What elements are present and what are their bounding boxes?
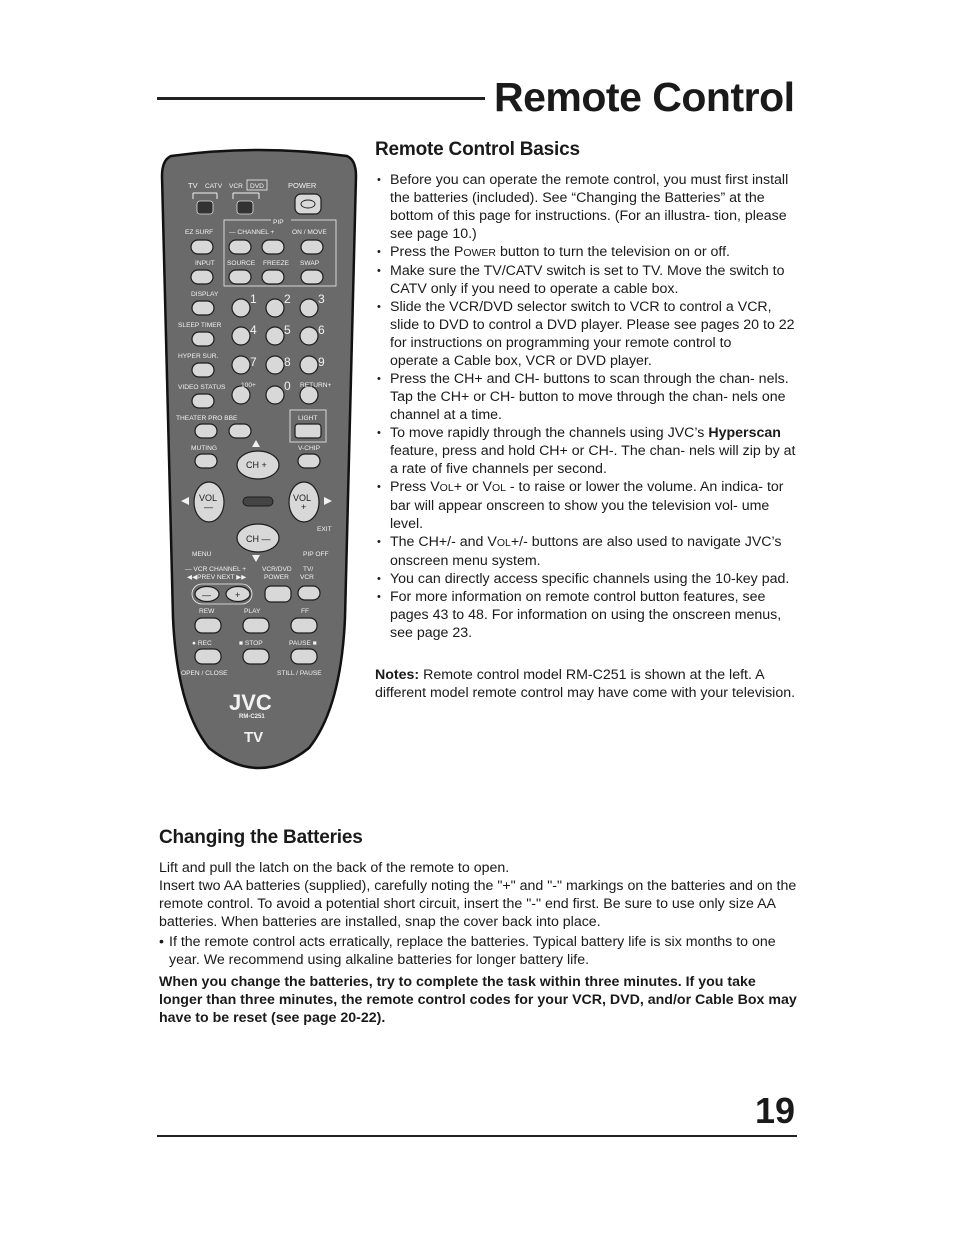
- tv-badge: TV: [244, 729, 264, 746]
- power-button[interactable]: [295, 194, 321, 214]
- list-item: • For more information on remote control button features, see pages 43 to 48. For information on using the onscreen menus, see page 23.: [375, 588, 800, 642]
- hyper-sur-button[interactable]: [192, 363, 214, 377]
- basics-list: [375, 171, 800, 642]
- digit-2-label: 2: [284, 292, 291, 306]
- list-item: • Make sure the TV/CATV switch is set to TV. Move the switch to CATV only if you need to operate a cable box.: [375, 262, 800, 298]
- power-label: POWER: [288, 181, 317, 190]
- pip-on-move-button[interactable]: [301, 240, 323, 254]
- light-button[interactable]: [295, 424, 321, 438]
- list-item: • Press VOL+ or VOL - to raise or lower the volume. An indica- tor bar will appear onscreen to show you the television vol- ume level.: [375, 478, 800, 533]
- vol-plus-sign: +: [301, 502, 307, 512]
- tv-vcr-label: TV/: [303, 566, 314, 573]
- batteries-paragraph-1: Lift and pull the latch on the back of the remote to open.: [159, 860, 510, 876]
- digit-4-button[interactable]: [232, 327, 250, 345]
- digit-5-button[interactable]: [266, 327, 284, 345]
- input-button[interactable]: [191, 270, 213, 284]
- pip-channel-plus-button[interactable]: [262, 240, 284, 254]
- vol-minus-label: VOL: [199, 493, 218, 503]
- ff-button[interactable]: [291, 618, 317, 633]
- swap-label: SWAP: [300, 260, 320, 267]
- vcr-dvd-power-label: VCR/DVD: [262, 566, 292, 573]
- rec-button[interactable]: [195, 649, 221, 664]
- on-move-label: ON / MOVE: [292, 229, 327, 236]
- switch-label-tv: TV: [188, 181, 198, 190]
- digit-0-label: 0: [284, 379, 291, 393]
- menu-center-button[interactable]: [243, 497, 273, 506]
- remote-control-basics-section: [375, 139, 800, 702]
- batteries-paragraph-2: Insert two AA batteries (supplied), carefully noting the "+" and "-" markings on the batteries and on the remote control. To avoid a potential short circuit, insert the "-" end first. Be sure to use only size AA batteries. When batteries are installed, snap the cover back into place.: [159, 878, 797, 930]
- source-button[interactable]: [229, 270, 251, 284]
- list-item: • Press the CH+ and CH- buttons to scan through the chan- nels. Tap the CH+ or CH- button to move through the chan- nels one channel at a time.: [375, 370, 800, 424]
- ch-minus-label: CH —: [246, 534, 271, 544]
- digit-3-button[interactable]: [300, 299, 318, 317]
- switch-label-catv: CATV: [205, 183, 223, 190]
- digit-6-button[interactable]: [300, 327, 318, 345]
- muting-label: MUTING: [191, 445, 218, 452]
- video-status-label: VIDEO STATUS: [178, 384, 226, 391]
- ez-surf-button[interactable]: [191, 240, 213, 254]
- ch-plus-label: CH +: [246, 460, 267, 470]
- basics-heading: Remote Control Basics: [375, 139, 580, 160]
- play-label: PLAY: [244, 608, 261, 615]
- digit-1-label: 1: [250, 292, 257, 306]
- vchip-button[interactable]: [298, 454, 320, 468]
- exit-label: EXIT: [317, 526, 332, 533]
- light-label: LIGHT: [298, 415, 318, 422]
- stop-label: ■ STOP: [239, 640, 263, 647]
- hundred-plus-label: 100+: [241, 382, 256, 389]
- tv-vcr-label-2: VCR: [300, 574, 314, 581]
- prev-next-label: ◀◀PREV NEXT ▶▶: [187, 574, 247, 581]
- pause-label: PAUSE ■: [289, 640, 317, 647]
- vcr-minus-sign: —: [202, 590, 211, 600]
- pip-off-label: PIP OFF: [303, 551, 329, 558]
- theater-pro-button[interactable]: [195, 424, 217, 438]
- vol-minus-sign: —: [204, 502, 213, 512]
- open-close-label: OPEN / CLOSE: [181, 670, 228, 677]
- menu-label: MENU: [192, 551, 212, 558]
- ff-label: FF: [301, 608, 310, 615]
- model-label: RM-C251: [239, 714, 265, 720]
- digit-2-button[interactable]: [266, 299, 284, 317]
- input-label: INPUT: [195, 260, 215, 267]
- hyper-sur-label: HYPER SUR.: [178, 353, 219, 360]
- freeze-button[interactable]: [262, 270, 284, 284]
- still-pause-label: STILL / PAUSE: [277, 670, 322, 677]
- video-status-button[interactable]: [192, 394, 214, 408]
- sleep-timer-button[interactable]: [192, 332, 214, 346]
- list-item: • To move rapidly through the channels using JVC’s Hyperscan feature, press and hold CH+ or CH-. The chan- nels will zip by at a rate of five channels per second.: [375, 424, 800, 478]
- digit-8-label: 8: [284, 355, 291, 369]
- swap-button[interactable]: [301, 270, 323, 284]
- vcr-dvd-power-label-2: POWER: [264, 574, 289, 581]
- list-item: • You can directly access specific channels using the 10-key pad.: [375, 570, 800, 588]
- ez-surf-label: EZ SURF: [185, 229, 214, 236]
- switch-label-dvd: DVD: [250, 183, 264, 190]
- vcr-dvd-switch[interactable]: [237, 201, 253, 214]
- list-item: • Press the POWER button to turn the television on or off.: [375, 243, 800, 262]
- tv-vcr-button[interactable]: [298, 586, 320, 600]
- digit-8-button[interactable]: [266, 356, 284, 374]
- vchip-label: V-CHIP: [298, 445, 320, 452]
- digit-0-button[interactable]: [266, 386, 284, 404]
- switch-label-vcr: VCR: [229, 183, 243, 190]
- list-item: • The CH+/- and VOL+/- buttons are also used to navigate JVC’s onscreen menu system.: [375, 533, 800, 570]
- bbe-button[interactable]: [229, 424, 251, 438]
- pip-label: PIP: [273, 219, 284, 226]
- pause-button[interactable]: [291, 649, 317, 664]
- channel-label: — CHANNEL +: [229, 229, 275, 236]
- digit-5-label: 5: [284, 323, 291, 337]
- digit-6-label: 6: [318, 323, 325, 337]
- vcr-channel-label: — VCR CHANNEL +: [185, 566, 247, 573]
- page-title: Remote Control: [494, 74, 795, 120]
- page-number: 19: [754, 1090, 795, 1131]
- display-label: DISPLAY: [191, 291, 219, 298]
- notes-paragraph: Notes: Remote control model RM-C251 is shown at the left. A different model remote control may have come with your television.: [375, 667, 796, 701]
- batteries-bullet: • If the remote control acts erratically, replace the batteries. Typical battery life is six months to one year. We recommend using alkaline batteries for longer battery life.: [159, 934, 776, 968]
- jvc-logo: JVC: [229, 690, 272, 715]
- footer-rule: [157, 1135, 797, 1137]
- header-rule: [157, 97, 485, 100]
- rew-button[interactable]: [195, 618, 221, 633]
- list-item: • Before you can operate the remote control, you must first install the batteries (included). See “Changing the Batteries” at the bottom of this page for instructions. (For an illustra- tion, please see page 10.): [375, 171, 800, 243]
- display-button[interactable]: [192, 301, 214, 315]
- muting-button[interactable]: [195, 454, 217, 468]
- sleep-timer-label: SLEEP TIMER: [178, 322, 222, 329]
- batteries-warning: When you change the batteries, try to complete the task within three minutes. If you take longer than three minutes, the remote control codes for your VCR, DVD, and/or Cable Box may have to be reset (see page 20-22).: [159, 974, 797, 1026]
- vcr-plus-sign: +: [235, 590, 241, 600]
- digit-9-label: 9: [318, 355, 325, 369]
- theater-pro-label: THEATER PRO BBE: [176, 415, 238, 422]
- digit-9-button[interactable]: [300, 356, 318, 374]
- rec-label: ● REC: [192, 640, 212, 647]
- list-item: • Slide the VCR/DVD selector switch to VCR to control a VCR, slide to DVD to control a DVD player. Please see pages 20 to 22 for instructions on programming your remote control to operate a Cable box, VCR or DVD player.: [375, 298, 800, 370]
- vol-plus-label: VOL: [293, 493, 312, 503]
- digit-3-label: 3: [318, 292, 325, 306]
- play-button[interactable]: [243, 618, 269, 633]
- digit-4-label: 4: [250, 323, 257, 337]
- freeze-label: FREEZE: [263, 260, 290, 267]
- tv-catv-switch[interactable]: [197, 201, 213, 214]
- digit-7-button[interactable]: [232, 356, 250, 374]
- batteries-heading: Changing the Batteries: [159, 827, 363, 848]
- vcr-dvd-power-button[interactable]: [265, 586, 291, 602]
- remote-control-illustration: [159, 148, 359, 773]
- return-plus-label: RETURN+: [300, 382, 332, 389]
- pip-channel-minus-button[interactable]: [229, 240, 251, 254]
- digit-1-button[interactable]: [232, 299, 250, 317]
- changing-batteries-section: [159, 827, 799, 1027]
- digit-7-label: 7: [250, 355, 257, 369]
- rew-label: REW: [199, 608, 215, 615]
- source-label: SOURCE: [227, 260, 256, 267]
- stop-button[interactable]: [243, 649, 269, 664]
